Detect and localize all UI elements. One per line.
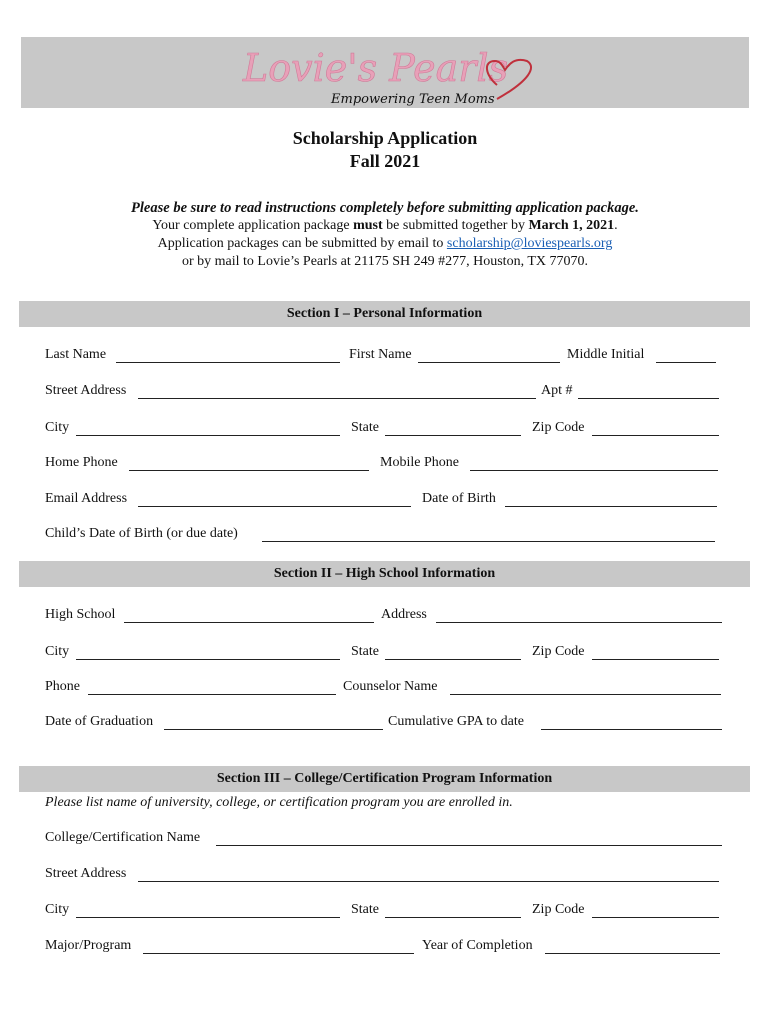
college-state-label: State xyxy=(351,902,379,917)
row-college xyxy=(0,830,770,850)
middle-initial-field[interactable] xyxy=(656,362,716,363)
section-3-header: Section III – College/Certification Program Information xyxy=(19,766,750,792)
counselor-label: Counselor Name xyxy=(343,679,438,694)
zip-label: Zip Code xyxy=(532,420,585,435)
logo-graphic xyxy=(239,39,539,107)
mobile-phone-field[interactable] xyxy=(470,470,718,471)
email-label: Email Address xyxy=(45,491,128,506)
state-field[interactable] xyxy=(385,435,521,436)
college-name-label: College/Certification Name xyxy=(45,830,201,845)
middle-initial-label: Middle Initial xyxy=(567,347,645,362)
last-name-field[interactable] xyxy=(116,362,340,363)
major-label: Major/Program xyxy=(45,938,132,953)
row-child-dob xyxy=(0,526,770,546)
row-college-city xyxy=(0,902,770,922)
instructions-email: Application packages can be submitted by email to scholarship@loviespearls.org xyxy=(157,236,613,251)
year-completion-label: Year of Completion xyxy=(422,938,533,953)
apt-field[interactable] xyxy=(578,398,719,399)
page-subtitle: Fall 2021 xyxy=(349,151,421,171)
row-phones xyxy=(0,455,770,475)
counselor-field[interactable] xyxy=(450,694,721,695)
hs-address-field[interactable] xyxy=(436,622,722,623)
section-1-header: Section I – Personal Information xyxy=(19,301,750,327)
hs-state-label: State xyxy=(351,644,379,659)
street-address-label: Street Address xyxy=(45,383,127,398)
college-street-field[interactable] xyxy=(138,881,719,882)
mobile-phone-label: Mobile Phone xyxy=(380,455,459,470)
row-high-school xyxy=(0,607,770,627)
zip-field[interactable] xyxy=(592,435,719,436)
hs-state-field[interactable] xyxy=(385,659,521,660)
dob-label: Date of Birth xyxy=(422,491,496,506)
instructions-mail: or by mail to Lovie’s Pearls at 21175 SH 249 #277, Houston, TX 77070. xyxy=(182,254,588,269)
city-label: City xyxy=(45,420,70,435)
row-street xyxy=(0,383,770,403)
header-banner xyxy=(21,37,749,108)
state-label: State xyxy=(351,420,379,435)
city-field[interactable] xyxy=(76,435,340,436)
first-name-field[interactable] xyxy=(418,362,560,363)
hs-phone-field[interactable] xyxy=(88,694,336,695)
row-major xyxy=(0,938,770,958)
hs-city-field[interactable] xyxy=(76,659,340,660)
hs-phone-label: Phone xyxy=(45,679,80,694)
instructions-warning: Please be sure to read instructions completely before submitting application package. xyxy=(131,200,639,216)
year-completion-field[interactable] xyxy=(545,953,720,954)
row-hs-city xyxy=(0,644,770,664)
college-state-field[interactable] xyxy=(385,917,521,918)
apt-label: Apt # xyxy=(541,383,573,398)
college-city-field[interactable] xyxy=(76,917,340,918)
child-dob-label: Child’s Date of Birth (or due date) xyxy=(45,526,238,541)
logo-tagline: Empowering Teen Moms xyxy=(331,92,495,107)
dob-field[interactable] xyxy=(505,506,717,507)
college-city-label: City xyxy=(45,902,70,917)
logo-text: Lovie's Pearls xyxy=(243,46,509,90)
row-graduation xyxy=(0,714,770,734)
grad-date-field[interactable] xyxy=(164,729,383,730)
first-name-label: First Name xyxy=(349,347,412,362)
last-name-label: Last Name xyxy=(45,347,107,362)
page-title: Scholarship Application xyxy=(292,128,478,148)
hs-city-label: City xyxy=(45,644,70,659)
college-note: Please list name of university, college, or certification program you are enrolled in. xyxy=(45,795,513,810)
gpa-label: Cumulative GPA to date xyxy=(388,714,524,729)
row-city xyxy=(0,420,770,440)
college-zip-label: Zip Code xyxy=(532,902,585,917)
high-school-field[interactable] xyxy=(124,622,374,623)
hs-address-label: Address xyxy=(381,607,427,622)
email-link[interactable]: scholarship@loviespearls.org xyxy=(446,236,613,251)
home-phone-field[interactable] xyxy=(129,470,369,471)
email-field[interactable] xyxy=(138,506,411,507)
section-2-header: Section II – High School Information xyxy=(19,561,750,587)
grad-date-label: Date of Graduation xyxy=(45,714,154,729)
home-phone-label: Home Phone xyxy=(45,455,118,470)
hs-zip-label: Zip Code xyxy=(532,644,585,659)
gpa-field[interactable] xyxy=(541,729,722,730)
child-dob-field[interactable] xyxy=(262,541,715,542)
street-address-field[interactable] xyxy=(138,398,536,399)
hs-zip-field[interactable] xyxy=(592,659,719,660)
high-school-label: High School xyxy=(45,607,116,622)
college-zip-field[interactable] xyxy=(592,917,719,918)
instructions-deadline: Your complete application package must be submitted together by March 1, 2021. xyxy=(152,218,618,233)
college-street-label: Street Address xyxy=(45,866,127,881)
row-college-street xyxy=(0,866,770,886)
logo xyxy=(239,39,539,107)
row-email xyxy=(0,491,770,511)
row-name xyxy=(0,347,770,367)
college-name-field[interactable] xyxy=(216,845,722,846)
row-hs-phone xyxy=(0,679,770,699)
major-field[interactable] xyxy=(143,953,414,954)
